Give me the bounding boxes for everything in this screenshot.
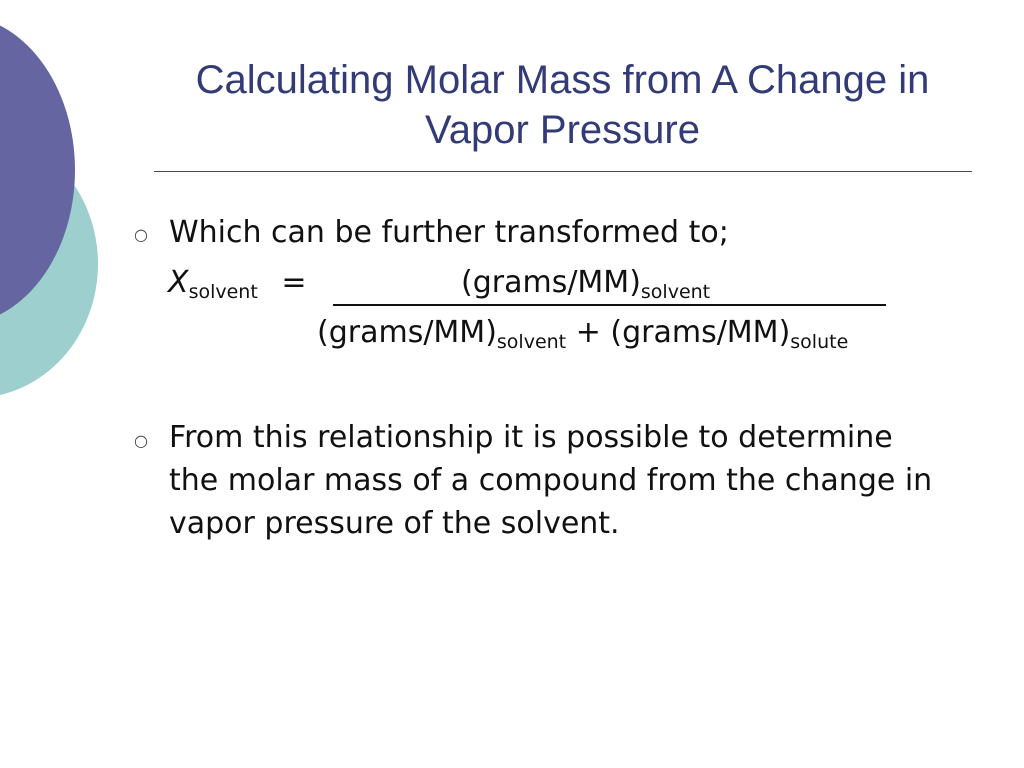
- equation-variable-subscript: solvent: [188, 281, 258, 303]
- denominator-term1-main: (grams/MM): [317, 315, 497, 350]
- equation-equals: =: [281, 265, 307, 300]
- bullet-1-text: Which can be further transformed to;: [169, 215, 729, 250]
- fraction-bar: [333, 304, 886, 306]
- bullet-2-text: From this relationship it is possible to determine the molar mass of a compound from the change in vapor pressure of the solvent.: [169, 420, 933, 541]
- equation-lhs: [168, 265, 306, 303]
- slide-title: Calculating Molar Mass from A Change in Vapor Pressure: [195, 58, 930, 152]
- equation-variable: X: [168, 265, 189, 300]
- denominator-term1-subscript: solvent: [496, 331, 567, 353]
- denominator-term2-subscript: solute: [790, 331, 849, 353]
- numerator-main: (grams/MM): [461, 265, 641, 300]
- numerator-subscript: solvent: [640, 281, 711, 303]
- bullet-circle-icon: ○: [134, 225, 148, 244]
- bullet-circle-icon: ○: [134, 431, 148, 450]
- denominator-plus: +: [575, 315, 601, 350]
- equation-numerator: [461, 265, 710, 303]
- equation-denominator: [317, 315, 848, 353]
- title-divider: [154, 171, 972, 172]
- denominator-term2-main: (grams/MM): [610, 315, 791, 350]
